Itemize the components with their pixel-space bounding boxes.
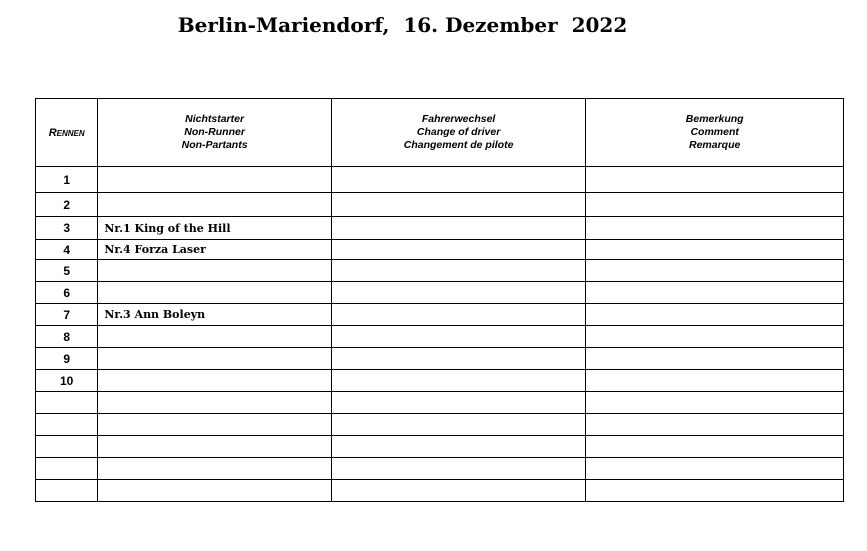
remark-cell xyxy=(586,167,844,193)
driver-change-cell xyxy=(331,326,586,348)
remark-cell xyxy=(586,326,844,348)
race-number-cell xyxy=(36,436,98,458)
race-number-cell: 4 xyxy=(36,240,98,260)
table-row xyxy=(36,217,844,240)
table-row xyxy=(36,240,844,260)
nonrunner-cell xyxy=(98,458,331,480)
nonrunner-cell xyxy=(98,167,331,193)
table-row xyxy=(36,193,844,217)
nonrunner-cell xyxy=(98,392,331,414)
race-number-cell: 1 xyxy=(36,167,98,193)
header-remark xyxy=(586,99,844,167)
remark-cell xyxy=(586,304,844,326)
remark-cell xyxy=(586,193,844,217)
race-number-cell: 5 xyxy=(36,260,98,282)
nonrunner-cell: Nr.1 King of the Hill xyxy=(98,217,331,240)
driver-change-cell xyxy=(331,217,586,240)
driver-change-cell xyxy=(331,370,586,392)
nonrunner-cell xyxy=(98,436,331,458)
race-number-cell: 10 xyxy=(36,370,98,392)
header-driver-en: Change of driver xyxy=(416,126,501,138)
remark-cell xyxy=(586,436,844,458)
nonrunner-cell xyxy=(98,282,331,304)
table-row xyxy=(36,436,844,458)
driver-change-cell xyxy=(331,480,586,502)
remark-cell xyxy=(586,217,844,240)
table-row xyxy=(36,282,844,304)
driver-change-cell xyxy=(331,436,586,458)
remark-cell xyxy=(586,240,844,260)
nonrunner-cell xyxy=(98,193,331,217)
header-nonrunner xyxy=(98,99,331,167)
page-title: Berlin-Mariendorf, 16. Dezember 2022 xyxy=(177,13,628,37)
race-number-cell xyxy=(36,480,98,502)
nonrunner-cell xyxy=(98,480,331,502)
nonrunner-cell xyxy=(98,326,331,348)
driver-change-cell xyxy=(331,260,586,282)
race-number-cell: 6 xyxy=(36,282,98,304)
table-row xyxy=(36,458,844,480)
header-nonrunner-fr: Non-Partants xyxy=(181,139,248,151)
remark-cell xyxy=(586,348,844,370)
driver-change-cell xyxy=(331,304,586,326)
race-number-cell xyxy=(36,392,98,414)
table-row xyxy=(36,480,844,502)
race-number-cell: 9 xyxy=(36,348,98,370)
remark-cell xyxy=(586,392,844,414)
header-driver-fr: Changement de pilote xyxy=(403,139,514,151)
nonrunner-cell: Nr.4 Forza Laser xyxy=(98,240,331,260)
driver-change-cell xyxy=(331,348,586,370)
table-header-row xyxy=(36,99,844,167)
race-number-cell: 3 xyxy=(36,217,98,240)
table-row xyxy=(36,326,844,348)
header-remark-fr: Remarque xyxy=(689,139,741,151)
header-remark-en: Comment xyxy=(690,126,739,138)
driver-change-cell xyxy=(331,392,586,414)
driver-change-cell xyxy=(331,458,586,480)
nonrunner-cell xyxy=(98,348,331,370)
header-race xyxy=(36,99,98,167)
header-driver-change xyxy=(331,99,586,167)
table-row xyxy=(36,348,844,370)
driver-change-cell xyxy=(331,414,586,436)
table-row xyxy=(36,167,844,193)
table-row xyxy=(36,392,844,414)
race-number-cell: 7 xyxy=(36,304,98,326)
table-body xyxy=(36,167,844,502)
remark-cell xyxy=(586,260,844,282)
header-nonrunner-de: Nichtstarter xyxy=(185,113,245,125)
nonrunner-cell xyxy=(98,414,331,436)
driver-change-cell xyxy=(331,282,586,304)
remark-cell xyxy=(586,458,844,480)
race-number-cell xyxy=(36,414,98,436)
table-row xyxy=(36,370,844,392)
table-row xyxy=(36,260,844,282)
driver-change-cell xyxy=(331,193,586,217)
table-row xyxy=(36,304,844,326)
remark-cell xyxy=(586,282,844,304)
race-number-cell: 8 xyxy=(36,326,98,348)
nonrunner-table xyxy=(35,98,844,502)
header-remark-de: Bemerkung xyxy=(685,113,744,125)
header-race-label: Rennen xyxy=(48,126,85,139)
remark-cell xyxy=(586,370,844,392)
header-nonrunner-en: Non-Runner xyxy=(184,126,245,138)
header-driver-de: Fahrerwechsel xyxy=(421,113,496,125)
remark-cell xyxy=(586,480,844,502)
driver-change-cell xyxy=(331,240,586,260)
nonrunner-cell xyxy=(98,370,331,392)
nonrunner-cell xyxy=(98,260,331,282)
race-number-cell xyxy=(36,458,98,480)
nonrunner-cell: Nr.3 Ann Boleyn xyxy=(98,304,331,326)
driver-change-cell xyxy=(331,167,586,193)
table-row xyxy=(36,414,844,436)
remark-cell xyxy=(586,414,844,436)
race-number-cell: 2 xyxy=(36,193,98,217)
